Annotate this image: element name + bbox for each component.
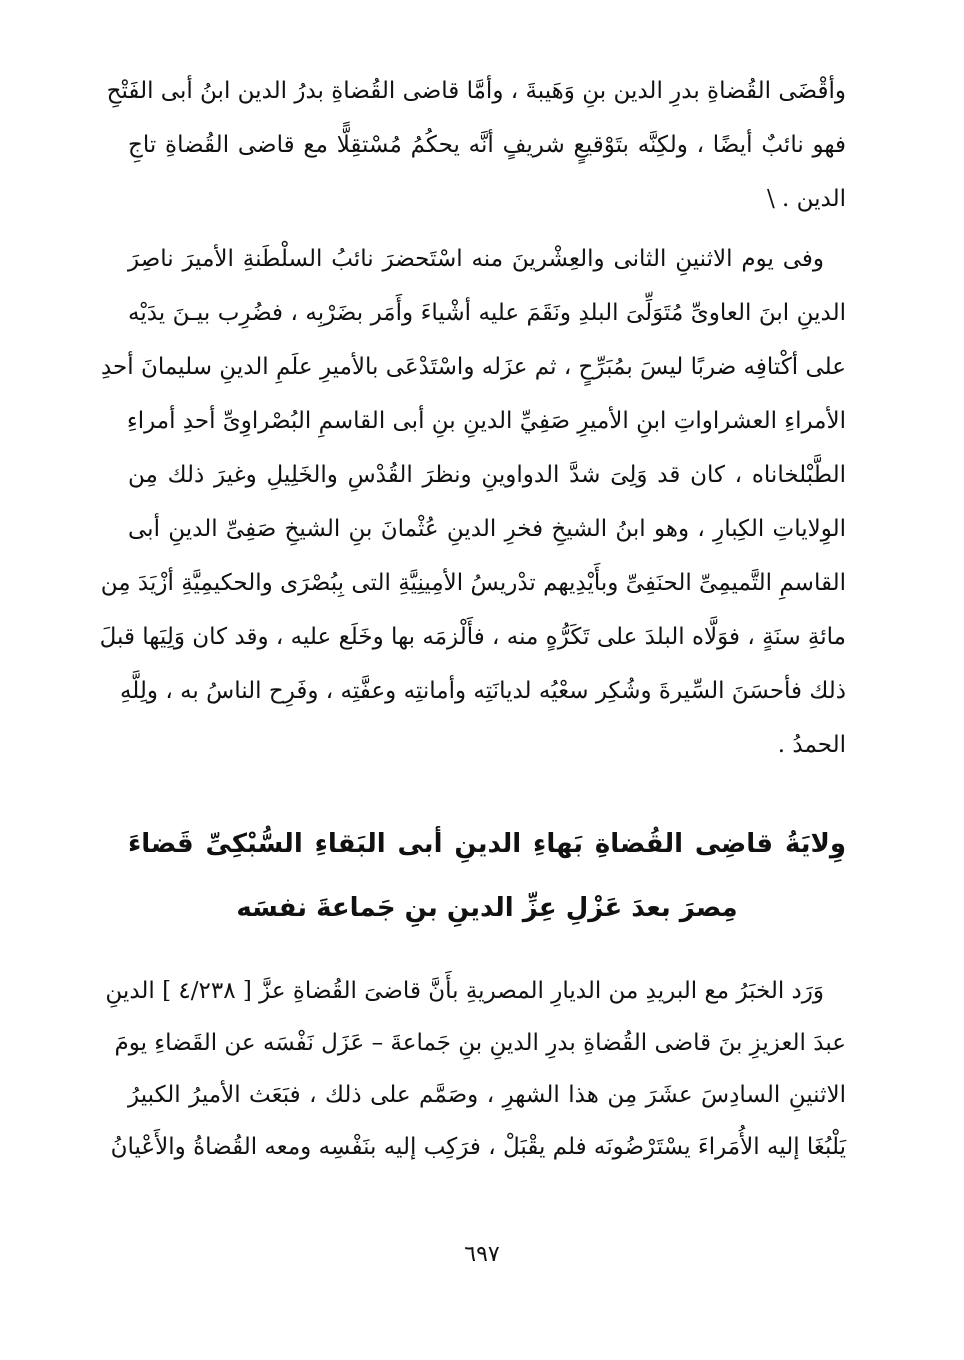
text-line: الدين . \ [766, 186, 846, 212]
text-line: الاثنينِ السادِسَ عشَرَ مِن هذا الشهرِ ، وصَمَّم على ذلك ، فبَعَث الأميرُ الكبيرُ [128, 1082, 846, 1108]
page-number: ٦٩٧ [464, 1242, 500, 1267]
text-line: وَرَد الخبَرُ مع البريدِ من الديارِ المصريةِ بأَنَّ قاضىَ القُضاةِ عزَّ [ ٤/٢٣٨ ] الدينِ [105, 978, 824, 1004]
text-line: على أكْتافِه ضربًا ليسَ بمُبَرِّحٍ ، ثم عزَله واسْتَدْعَى بالأميرِ علَمِ الدينِ سليمانَ أحدِ [100, 354, 846, 380]
text-line: الدينِ ابنَ العاوىِّ مُتَوَلِّىَ البلدِ ونَقَمَ عليه أشْياءَ وأَمَر بضَرْبِه ، فضُرِب بيـنَ يدَيْه [128, 300, 846, 326]
text-line: الأمراءِ العشراواتِ ابنِ الأميرِ صَفِيِّ الدينِ بنِ أبى القاسمِ البُصْراوِىِّ أحدِ أمراءِ [126, 408, 846, 434]
heading-line: مِصرَ بعدَ عَزْلِ عِزِّ الدينِ بنِ جَماعةَ نفسَه [236, 893, 738, 923]
text-line: الوِلاياتِ الكِبارِ ، وهو ابنُ الشيخِ فخرِ الدينِ عُثْمانَ بنِ الشيخِ صَفِىِّ الدينِ أبى [128, 516, 846, 542]
section-heading [128, 812, 846, 940]
text-line: مائةِ سنَةٍ ، فوَلَّاه البلدَ على تَكَرُّهٍ منه ، فأَلْزمَه بها وخَلَع عليه ، وقد كان وَلِيَها قبلَ [99, 624, 846, 650]
paragraph-3 [105, 965, 846, 1173]
text-line: يَلْبُغَا إليه الأُمَراءَ يسْتَرْضُونَه فلم يقْبَلْ ، فرَكِب إليه بنَفْسِه ومعه القُضاةُ والأَعْيانُ [110, 1134, 846, 1160]
text-line: وأقْضَى القُضاةِ بدرِ الدين بنِ وَهَيبةَ ، وأمَّا قاضى القُضاةِ بدرُ الدين ابنُ أبى الفَتْحِ [106, 78, 846, 104]
heading-line: وِلايَةُ قاضِى القُضاةِ بَهاءِ الدينِ أبى البَقاءِ السُّبْكِىِّ قَضاءَ [128, 829, 846, 859]
text-line: القاسمِ التَّميمِىِّ الحنَفِىِّ وبأَيْدِيهم تدْريسُ الأمِينِيَّةِ التى بِبُصْرَى والحكيمِيَّةِ أزْيَدَ مِن [100, 570, 846, 596]
text-line: الحمدُ . [777, 732, 846, 758]
text-line: الطَّبْلخاناه ، كان قد وَلِىَ شدَّ الدواوينِ ونظرَ القُدْسِ والخَلِيلِ وغيرَ ذلك مِن [128, 462, 846, 488]
text-line: وفى يوم الاثنينِ الثانى والعِشْرينَ منه اسْتَحضرَ نائبُ السلْطَنةِ الأميرَ ناصِرَ [128, 246, 824, 272]
paragraph-2 [99, 232, 846, 772]
text-line: فهو نائبٌ أيضًا ، ولكِنَّه بتَوْقيعٍ شريفٍ أنَّه يحكُمُ مُسْتقِلًّا مع قاضى القُضاةِ تاجِ [128, 132, 846, 158]
paragraph-1 [106, 64, 846, 226]
text-line: عبدَ العزيزِ بنَ قاضى القُضاةِ بدرِ الدينِ بنِ جَماعةَ – عَزَل نَفْسَه عن القَضاءِ يومَ [114, 1030, 846, 1056]
text-line: ذلك فأحسَنَ السِّيرةَ وشُكِر سعْيُه لديانَتِه وأمانتِه وعفَّتِه ، وفَرِح الناسُ به ، ولِلَّهِ [119, 678, 846, 704]
